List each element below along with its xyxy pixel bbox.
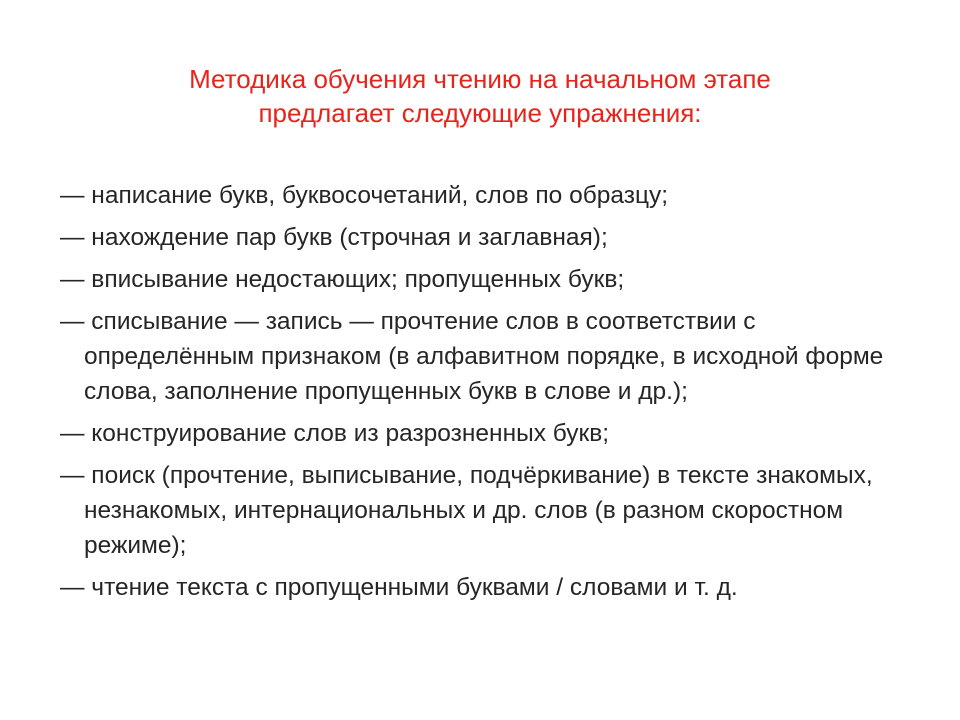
list-item: — чтение текста с пропущенными буквами / словами и т. д.	[60, 574, 738, 601]
exercise-list	[60, 178, 920, 612]
list-item: — поиск (прочтение, выписывание, подчёркивание) в тексте знакомых, незнакомых, интернациональных и др. слов (в разном скоростном режиме);	[60, 462, 873, 559]
list-item: — списывание — запись — прочтение слов в соответствии с определённым признаком (в алфавитном порядке, в исходной форме слова, заполнение пропущенных букв в слове и др.);	[60, 308, 884, 405]
list-item: — конструирование слов из разрозненных букв;	[60, 420, 610, 447]
list-item: — нахождение пар букв (строчная и заглавная);	[60, 224, 608, 251]
list-item: — вписывание недостающих; пропущенных букв;	[60, 266, 625, 293]
slide-title-line-1: Методика обучения чтению на начальном этапе	[189, 64, 771, 94]
slide-title	[80, 62, 880, 130]
list-item: — написание букв, буквосочетаний, слов по образцу;	[60, 182, 669, 209]
slide-title-line-2: предлагает следующие упражнения:	[258, 98, 702, 128]
